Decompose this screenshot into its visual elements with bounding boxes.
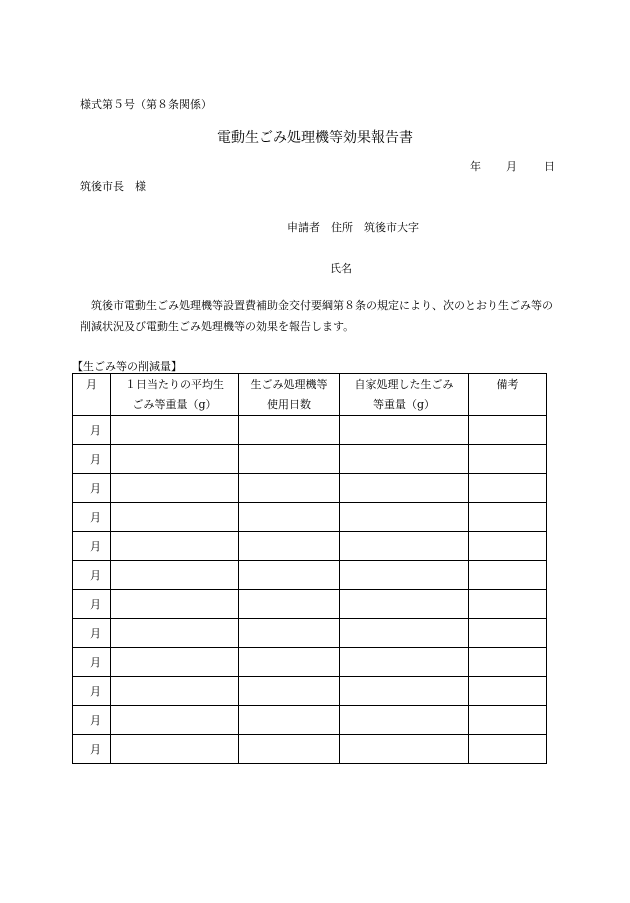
month-cell: 月 — [73, 706, 111, 735]
avg-daily-weight-cell[interactable] — [111, 648, 239, 677]
self-processed-weight-cell[interactable] — [340, 532, 469, 561]
table-row — [73, 532, 547, 561]
usage-days-cell[interactable] — [239, 474, 340, 503]
remarks-cell[interactable] — [469, 503, 547, 532]
month-cell: 月 — [73, 532, 111, 561]
table-row — [73, 474, 547, 503]
avg-daily-weight-cell[interactable] — [111, 619, 239, 648]
usage-days-cell[interactable] — [239, 706, 340, 735]
avg-daily-weight-cell[interactable] — [111, 677, 239, 706]
header-text-line: 生ごみ処理機等 — [250, 378, 328, 391]
header-text-line: 等重量（g） — [372, 398, 436, 411]
month-cell: 月 — [73, 590, 111, 619]
self-processed-weight-cell[interactable] — [340, 735, 469, 764]
recipient: 筑後市長 様 — [80, 180, 146, 193]
month-cell: 月 — [73, 735, 111, 764]
self-processed-weight-cell[interactable] — [340, 416, 469, 445]
self-processed-weight-cell[interactable] — [340, 619, 469, 648]
remarks-cell[interactable] — [469, 677, 547, 706]
remarks-cell[interactable] — [469, 445, 547, 474]
usage-days-cell[interactable] — [239, 532, 340, 561]
remarks-cell[interactable] — [469, 735, 547, 764]
applicant-address-line: 申請者 住所 筑後市大字 — [287, 221, 419, 234]
month-cell: 月 — [73, 561, 111, 590]
self-processed-weight-cell[interactable] — [340, 648, 469, 677]
date-day-label: 日 — [544, 160, 555, 173]
usage-days-cell[interactable] — [239, 677, 340, 706]
self-processed-weight-cell[interactable] — [340, 561, 469, 590]
header-text-line: 使用日数 — [267, 398, 311, 411]
avg-daily-weight-cell[interactable] — [111, 503, 239, 532]
month-cell: 月 — [73, 503, 111, 532]
usage-days-cell[interactable] — [239, 619, 340, 648]
header-month — [73, 374, 111, 416]
avg-daily-weight-cell[interactable] — [111, 474, 239, 503]
month-cell: 月 — [73, 677, 111, 706]
applicant-name-label: 氏名 — [330, 262, 352, 275]
usage-days-cell[interactable] — [239, 445, 340, 474]
usage-days-cell[interactable] — [239, 503, 340, 532]
avg-daily-weight-cell[interactable] — [111, 561, 239, 590]
usage-days-cell[interactable] — [239, 590, 340, 619]
self-processed-weight-cell[interactable] — [340, 677, 469, 706]
date-year-label: 年 — [470, 160, 481, 173]
table-row — [73, 648, 547, 677]
form-number: 様式第５号（第８条関係） — [80, 98, 212, 111]
header-text-line: １日当たりの平均生 — [125, 378, 224, 391]
table-row — [73, 503, 547, 532]
header-text-line: 自家処理した生ごみ — [354, 378, 454, 391]
month-cell: 月 — [73, 619, 111, 648]
table-row — [73, 677, 547, 706]
month-cell: 月 — [73, 445, 111, 474]
date-month-label: 月 — [506, 160, 517, 173]
table-row — [73, 445, 547, 474]
header-text-line: 月 — [86, 378, 97, 391]
remarks-cell[interactable] — [469, 561, 547, 590]
self-processed-weight-cell[interactable] — [340, 474, 469, 503]
month-cell: 月 — [73, 648, 111, 677]
self-processed-weight-cell[interactable] — [340, 503, 469, 532]
avg-daily-weight-cell[interactable] — [111, 706, 239, 735]
avg-daily-weight-cell[interactable] — [111, 532, 239, 561]
self-processed-weight-cell[interactable] — [340, 445, 469, 474]
usage-days-cell[interactable] — [239, 735, 340, 764]
self-processed-weight-cell[interactable] — [340, 706, 469, 735]
header-self-processed-weight — [340, 374, 469, 416]
table-row — [73, 735, 547, 764]
avg-daily-weight-cell[interactable] — [111, 445, 239, 474]
header-remarks — [469, 374, 547, 416]
table-row — [73, 619, 547, 648]
table-body — [73, 416, 547, 764]
avg-daily-weight-cell[interactable] — [111, 590, 239, 619]
header-avg-daily-weight — [111, 374, 239, 416]
remarks-cell[interactable] — [469, 619, 547, 648]
table-row — [73, 561, 547, 590]
table-row — [73, 416, 547, 445]
section-heading: 【生ごみ等の削減量】 — [72, 360, 182, 373]
month-cell: 月 — [73, 474, 111, 503]
date-line — [470, 158, 555, 174]
reduction-table — [72, 373, 547, 764]
remarks-cell[interactable] — [469, 706, 547, 735]
remarks-cell[interactable] — [469, 532, 547, 561]
usage-days-cell[interactable] — [239, 416, 340, 445]
remarks-cell[interactable] — [469, 590, 547, 619]
table-header-row — [73, 374, 547, 416]
document-title: 電動生ごみ処理機等効果報告書 — [217, 130, 413, 146]
header-usage-days — [239, 374, 340, 416]
usage-days-cell[interactable] — [239, 648, 340, 677]
header-text-line: 備考 — [496, 378, 519, 391]
remarks-cell[interactable] — [469, 648, 547, 677]
avg-daily-weight-cell[interactable] — [111, 416, 239, 445]
table-row — [73, 590, 547, 619]
usage-days-cell[interactable] — [239, 561, 340, 590]
avg-daily-weight-cell[interactable] — [111, 735, 239, 764]
remarks-cell[interactable] — [469, 474, 547, 503]
month-cell: 月 — [73, 416, 111, 445]
header-text-line: ごみ等重量（g） — [132, 398, 217, 411]
body-paragraph: 筑後市電動生ごみ処理機等設置費補助金交付要綱第８条の規定により、次のとおり生ごみ等の削減状況及び電動生ごみ処理機等の効果を報告します。 — [80, 299, 553, 333]
self-processed-weight-cell[interactable] — [340, 590, 469, 619]
remarks-cell[interactable] — [469, 416, 547, 445]
table-row — [73, 706, 547, 735]
